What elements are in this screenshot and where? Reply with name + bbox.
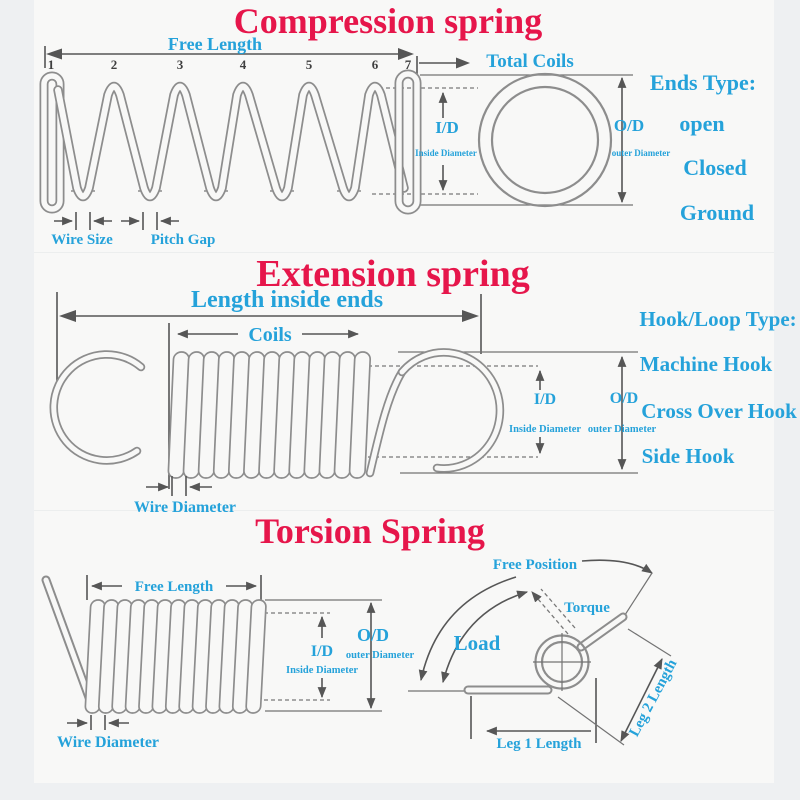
hook-type-heading: Hook/Loop Type: bbox=[639, 307, 797, 331]
extension-wire-diameter-callout bbox=[146, 476, 212, 496]
compression-od-full-label: outer Diameter bbox=[611, 148, 671, 158]
hook-type-side: Side Hook bbox=[641, 444, 735, 468]
coil-number-3: 3 bbox=[176, 57, 184, 72]
compression-spring-diagram bbox=[44, 1, 756, 248]
extension-title: Extension spring bbox=[256, 253, 530, 295]
wire-size-callout bbox=[54, 212, 112, 230]
coil-number-7: 7 bbox=[404, 57, 412, 72]
extension-id-od-dimensions bbox=[540, 357, 622, 469]
total-coils-arrow bbox=[419, 58, 470, 69]
pitch-gap-callout bbox=[121, 212, 179, 230]
torsion-spring-diagram bbox=[46, 511, 681, 752]
ends-type-open: open bbox=[679, 111, 725, 136]
ends-type-ground: Ground bbox=[679, 200, 755, 225]
extension-left-hook bbox=[54, 354, 141, 460]
compression-id-label: I/D bbox=[435, 118, 459, 137]
ends-type-closed: Closed bbox=[683, 155, 747, 180]
leg1-length-label: Leg 1 Length bbox=[496, 736, 582, 752]
pitch-gap-label: Pitch Gap bbox=[150, 232, 216, 248]
compression-end-view-ring bbox=[479, 74, 611, 206]
coil-number-1: 1 bbox=[47, 57, 55, 72]
coil-number-2: 2 bbox=[110, 57, 118, 72]
extension-od-label: O/D bbox=[609, 390, 639, 407]
leg2-length-label: Leg 2 Length bbox=[626, 656, 681, 740]
extension-id-full-label: Inside Diameter bbox=[508, 424, 582, 435]
torsion-coil-body bbox=[85, 600, 266, 713]
torsion-leg bbox=[46, 580, 91, 703]
hook-type-crossover: Cross Over Hook bbox=[641, 399, 797, 423]
torsion-od-full-label: outer Diameter bbox=[345, 650, 415, 661]
torsion-od-label: O/D bbox=[356, 625, 390, 645]
torsion-id-label: I/D bbox=[310, 643, 334, 660]
compression-od-label: O/D bbox=[613, 116, 645, 135]
compression-title: Compression spring bbox=[233, 1, 543, 41]
extension-right-hook bbox=[370, 352, 500, 473]
coil-number-5: 5 bbox=[305, 57, 313, 72]
load-label: Load bbox=[453, 631, 501, 655]
extension-coil-body bbox=[168, 352, 370, 478]
total-coils-label: Total Coils bbox=[486, 51, 574, 72]
torsion-wire-diameter-label: Wire Diameter bbox=[56, 734, 160, 751]
extension-wire-diameter-label: Wire Diameter bbox=[133, 499, 237, 516]
torsion-id-full-label: Inside Diameter bbox=[285, 665, 359, 676]
hook-type-machine: Machine Hook bbox=[639, 352, 773, 376]
extension-od-full-label: outer Diameter bbox=[587, 424, 657, 435]
coil-number-6: 6 bbox=[371, 57, 379, 72]
coil-number-4: 4 bbox=[239, 57, 247, 72]
compression-spring-body bbox=[44, 74, 417, 210]
torque-label: Torque bbox=[564, 600, 610, 616]
extension-spring-diagram bbox=[54, 253, 797, 516]
free-position-label: Free Position bbox=[492, 557, 578, 573]
extension-id-label: I/D bbox=[533, 391, 557, 408]
torsion-end-view bbox=[408, 560, 671, 745]
torsion-free-length-label: Free Length bbox=[134, 579, 214, 595]
length-inside-ends-label: Length inside ends bbox=[190, 287, 384, 313]
coils-label: Coils bbox=[248, 324, 292, 346]
torsion-wire-diameter-callout bbox=[67, 715, 129, 730]
ends-type-heading: Ends Type: bbox=[649, 70, 757, 95]
wire-size-label: Wire Size bbox=[51, 232, 113, 248]
torsion-title: Torsion Spring bbox=[255, 511, 485, 551]
compression-id-full-label: Inside Diameter bbox=[415, 148, 477, 158]
free-length-label: Free Length bbox=[167, 34, 263, 54]
